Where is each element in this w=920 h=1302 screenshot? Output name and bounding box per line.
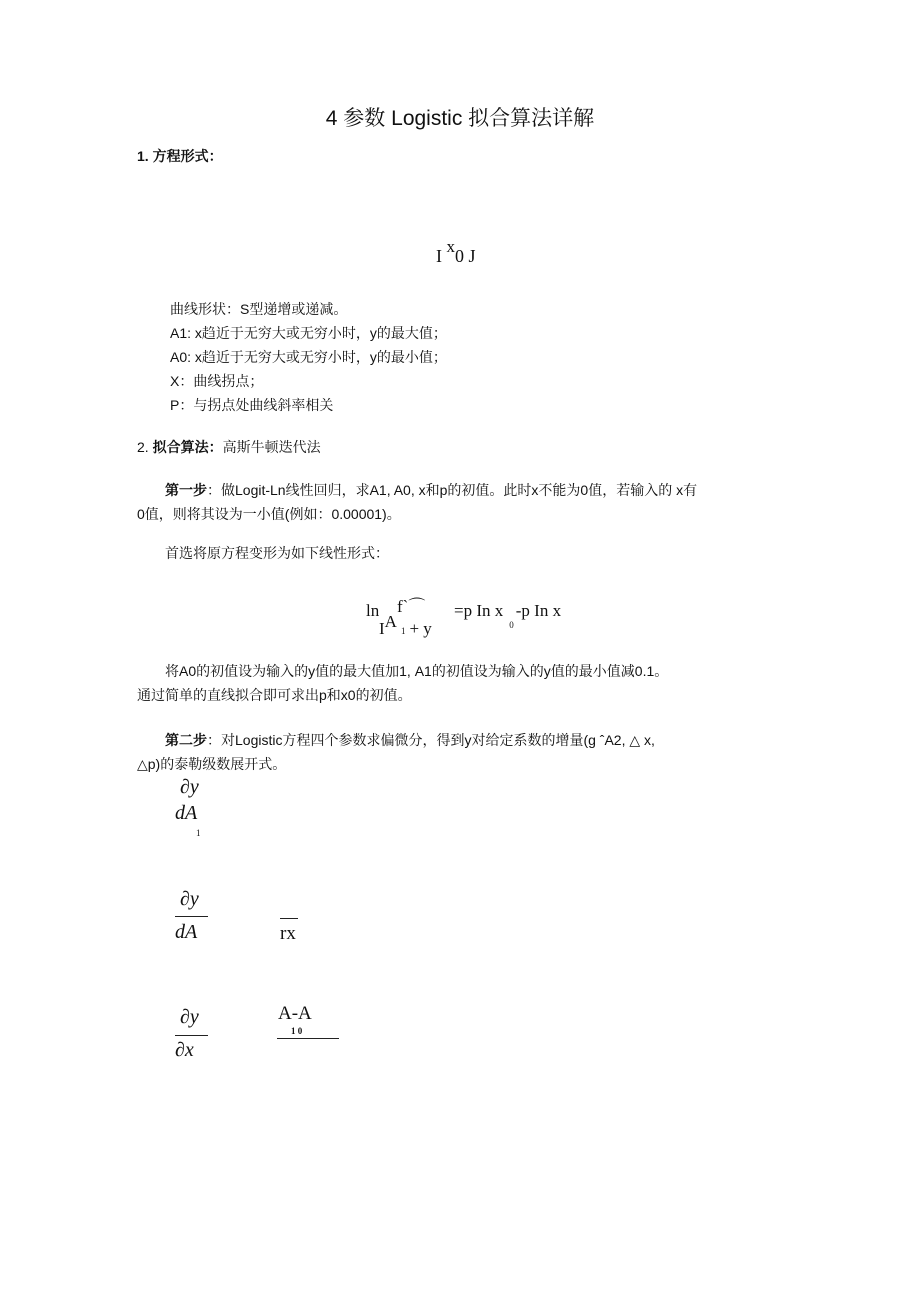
list-item: 曲线形状：S型递增或递减。	[170, 301, 348, 317]
eq-plus-y: + y	[409, 619, 432, 638]
deriv2-fraction-bar	[175, 916, 208, 917]
step2-line1	[165, 728, 655, 752]
transform-text: 首选将原方程变形为如下线性形式：	[165, 545, 389, 561]
page-title: 4 参数 Logistic 拟合算法详解	[325, 107, 595, 130]
step1-label: 第一步	[165, 482, 207, 498]
heading-number: 2.	[137, 439, 153, 455]
deriv3-subscript: 1 0	[291, 1026, 303, 1036]
list-item: A0: x趋近于无穷大或无穷小时，y的最小值；	[170, 349, 447, 365]
equation-fragment	[436, 237, 476, 267]
deriv1-denominator: dA	[175, 802, 198, 824]
eq-fragment-x: x	[446, 237, 455, 256]
eq-fragment-i: I	[436, 246, 442, 266]
step1-line1	[165, 478, 697, 502]
eq-rhs2: -p In x	[515, 601, 562, 620]
list-item: A1: x趋近于无穷大或无穷小时，y的最大值；	[170, 325, 447, 341]
deriv3-rhs-bar	[277, 1038, 339, 1039]
list-item: P：与拐点处曲线斜率相关	[170, 397, 334, 413]
eq-rhs1: =p In x	[454, 601, 504, 620]
init-line1: 将A0的初值设为输入的y值的最大值加1, A1的初值设为输入的y值的最小值减0.1。	[165, 663, 669, 679]
init-line2: 通过简单的直线拟合即可求出p和x0的初值。	[137, 687, 412, 703]
eq-f: f`⌒	[397, 597, 426, 616]
heading-bold: 拟合算法：	[152, 439, 223, 455]
eq-i: I	[379, 619, 385, 638]
eq-fragment-zero: 0	[455, 246, 464, 266]
eq-rhs	[454, 601, 562, 630]
deriv2-denominator: dA	[175, 921, 198, 943]
deriv1-subscript: 1	[196, 828, 201, 838]
deriv2-rhs-bar	[280, 918, 298, 919]
deriv3-numerator: ∂y	[180, 1006, 199, 1028]
step1-text: ：做Logit-Ln线性回归，求A1, A0, x和p的初值。此时x不能为0值，若输入的 x有	[207, 482, 698, 498]
param-list	[170, 297, 447, 417]
section-heading-fitting	[137, 437, 321, 457]
eq-sub1: 1	[400, 626, 406, 636]
deriv3-denominator: ∂x	[175, 1039, 194, 1061]
step1-line2: 0值，则将其设为一小值(例如：0.00001)。	[137, 506, 401, 522]
deriv3-rhs: A-A	[278, 1003, 312, 1024]
list-item: X：曲线拐点；	[170, 373, 264, 389]
deriv2-rhs: rx	[280, 923, 296, 944]
heading-rest: 高斯牛顿迭代法	[222, 439, 321, 455]
deriv1-numerator: ∂y	[180, 776, 199, 798]
eq-denominator	[379, 612, 432, 639]
eq-fragment-j: J	[468, 246, 476, 266]
step2-text: ：对Logistic方程四个参数求偏微分，得到y对给定系数的增量(g ˆA2, △ x,	[207, 732, 655, 748]
section-heading-equation-form: 1. 方程形式：	[137, 148, 223, 164]
eq-sub0: 0	[509, 620, 514, 630]
step2-line2: △p)的泰勒级数展开式。	[137, 756, 287, 772]
eq-a: A	[384, 612, 397, 631]
deriv3-fraction-bar	[175, 1035, 208, 1036]
eq-ln: ln	[366, 601, 380, 620]
deriv2-numerator: ∂y	[180, 888, 199, 910]
step2-label: 第二步	[165, 732, 207, 748]
